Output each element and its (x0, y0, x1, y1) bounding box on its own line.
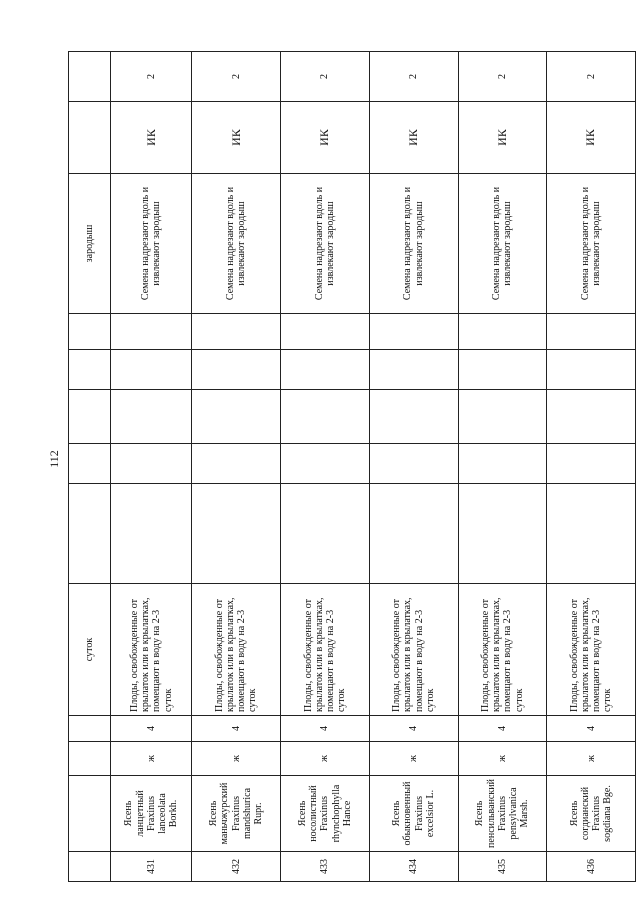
cell-empty (458, 314, 547, 350)
species-name: Ясень пенсильванский Fraxinus pensylvanica Marsh. (458, 776, 547, 852)
cell-empty (547, 444, 636, 484)
table-row (369, 52, 458, 882)
row-count: 4 (192, 716, 281, 742)
result-text: Семена надрезают вдоль и извлекают зародыш (369, 174, 458, 314)
row-count: 4 (369, 716, 458, 742)
method-code: ИК (547, 102, 636, 174)
header-continuation-row (69, 52, 111, 882)
cell-empty (458, 350, 547, 390)
cell-empty (281, 314, 370, 350)
grade-value: 2 (458, 52, 547, 102)
grade-value: 2 (281, 52, 370, 102)
method-code: ИК (281, 102, 370, 174)
page-number: 112 (47, 450, 61, 468)
cell-empty (111, 484, 192, 584)
treatment-text: Плоды, освобожденные от крылаток или в крылатках, помещают в воду на 2-3 суток (547, 584, 636, 716)
header-result: зародыш (69, 174, 111, 314)
result-text: Семена надрезают вдоль и извлекают зародыш (192, 174, 281, 314)
cell-empty (369, 484, 458, 584)
row-number: 435 (458, 852, 547, 882)
result-text: Семена надрезают вдоль и извлекают зародыш (111, 174, 192, 314)
cell-empty (458, 484, 547, 584)
cell-empty (69, 444, 111, 484)
cell-empty (111, 350, 192, 390)
grade-value: 2 (192, 52, 281, 102)
cell-empty (111, 390, 192, 444)
cell-empty (111, 314, 192, 350)
table-row (458, 52, 547, 882)
method-code: ИК (192, 102, 281, 174)
cell-empty (281, 390, 370, 444)
row-mark: ж (192, 742, 281, 776)
cell-empty (281, 484, 370, 584)
cell-empty (369, 444, 458, 484)
row-mark: ж (111, 742, 192, 776)
row-number: 434 (369, 852, 458, 882)
method-code: ИК (369, 102, 458, 174)
cell-empty (547, 314, 636, 350)
cell-empty (69, 314, 111, 350)
species-name: Ясень обыкновенный Fraxinus excelsior L. (369, 776, 458, 852)
method-code: ИК (111, 102, 192, 174)
row-number: 432 (192, 852, 281, 882)
cell-empty (192, 390, 281, 444)
cell-empty (369, 350, 458, 390)
cell-empty (69, 776, 111, 852)
cell-empty (547, 390, 636, 444)
row-count: 4 (547, 716, 636, 742)
cell-empty (369, 314, 458, 350)
cell-empty (547, 350, 636, 390)
treatment-text: Плоды, освобожденные от крылаток или в крылатках, помещают в воду на 2-3 суток (111, 584, 192, 716)
method-code: ИК (458, 102, 547, 174)
species-name: Ясень носолистный Fraxinus rhynchophylla Hance (281, 776, 370, 852)
treatment-text: Плоды, освобожденные от крылаток или в крылатках, помещают в воду на 2-3 суток (281, 584, 370, 716)
cell-empty (69, 484, 111, 584)
cell-empty (111, 444, 192, 484)
row-number: 433 (281, 852, 370, 882)
cell-empty (369, 390, 458, 444)
cell-empty (192, 484, 281, 584)
result-text: Семена надрезают вдоль и извлекают зародыш (458, 174, 547, 314)
table-row (547, 52, 636, 882)
cell-empty (281, 444, 370, 484)
row-mark: ж (281, 742, 370, 776)
cell-empty (69, 716, 111, 742)
table-row (111, 52, 192, 882)
grade-value: 2 (369, 52, 458, 102)
species-name: Ясень маньчжурский Fraxinus mandshurica Rupr. (192, 776, 281, 852)
cell-empty (192, 350, 281, 390)
cell-empty (458, 444, 547, 484)
cell-empty (192, 314, 281, 350)
cell-empty (69, 52, 111, 102)
table-row (281, 52, 370, 882)
result-text: Семена надрезают вдоль и извлекают зародыш (547, 174, 636, 314)
species-name: Ясень согдианский Fraxinus sogdiana Bge. (547, 776, 636, 852)
treatment-text: Плоды, освобожденные от крылаток или в крылатках, помещают в воду на 2-3 суток (458, 584, 547, 716)
row-mark: ж (369, 742, 458, 776)
row-count: 4 (458, 716, 547, 742)
result-text: Семена надрезают вдоль и извлекают зародыш (281, 174, 370, 314)
cell-empty (547, 484, 636, 584)
rotated-table-container (68, 52, 636, 882)
cell-empty (69, 852, 111, 882)
row-mark: ж (458, 742, 547, 776)
cell-empty (192, 444, 281, 484)
grade-value: 2 (111, 52, 192, 102)
row-mark: ж (547, 742, 636, 776)
cell-empty (69, 390, 111, 444)
row-number: 431 (111, 852, 192, 882)
cell-empty (69, 350, 111, 390)
cell-empty (281, 350, 370, 390)
cell-empty (69, 742, 111, 776)
row-count: 4 (111, 716, 192, 742)
grade-value: 2 (547, 52, 636, 102)
header-treatment: суток (69, 584, 111, 716)
cell-empty (69, 102, 111, 174)
species-name: Ясень ланцетный Fraxinus lanceolata Borkh. (111, 776, 192, 852)
row-number: 436 (547, 852, 636, 882)
row-count: 4 (281, 716, 370, 742)
treatment-text: Плоды, освобожденные от крылаток или в крылатках, помещают в воду на 2-3 суток (369, 584, 458, 716)
treatment-text: Плоды, освобожденные от крылаток или в крылатках, помещают в воду на 2-3 суток (192, 584, 281, 716)
cell-empty (458, 390, 547, 444)
seed-testing-table (68, 51, 636, 882)
table-row (192, 52, 281, 882)
